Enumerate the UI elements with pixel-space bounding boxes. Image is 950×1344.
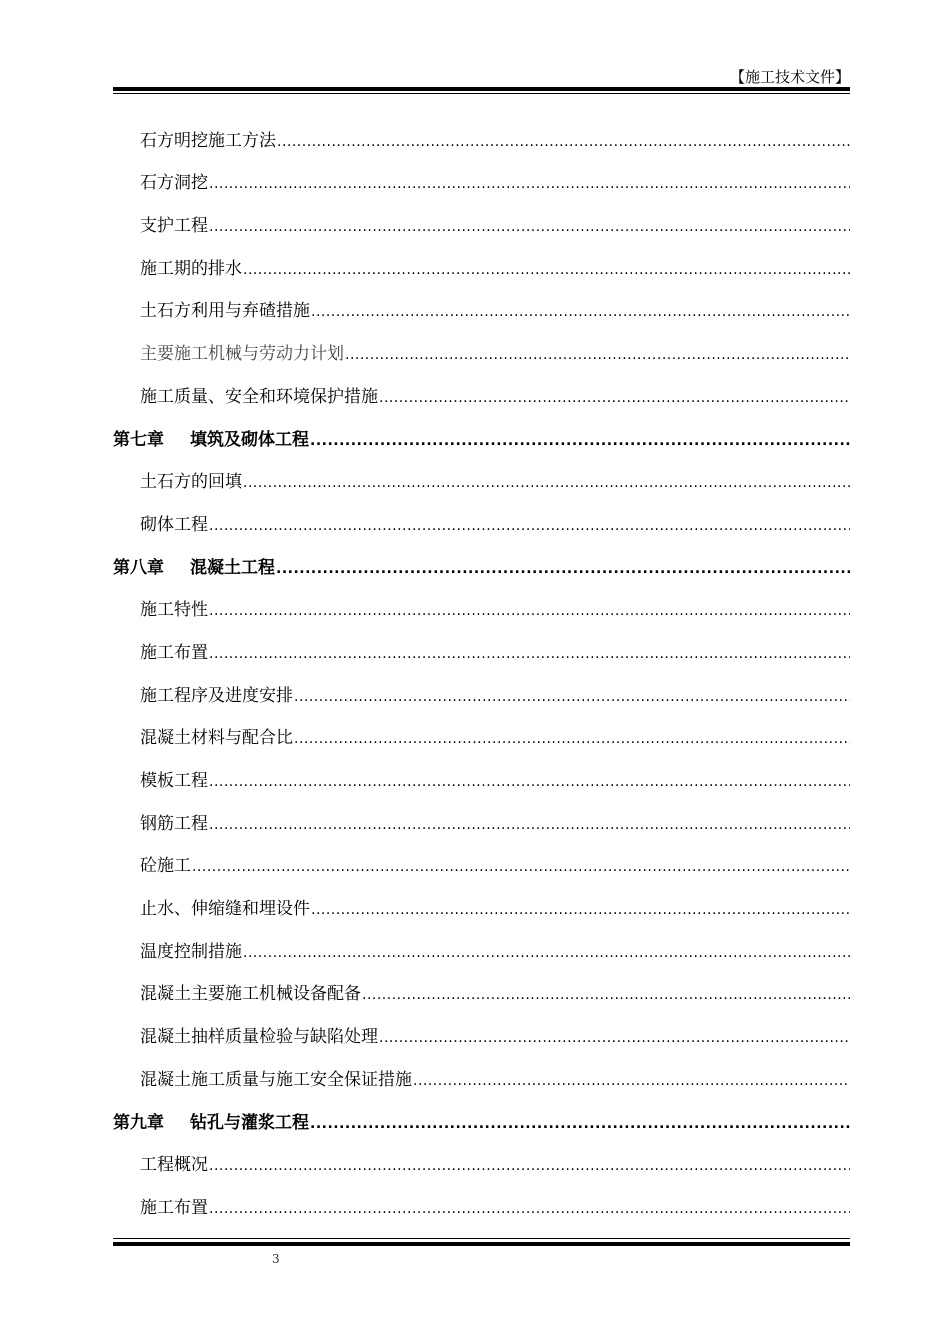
toc-leader-dots xyxy=(311,899,850,921)
toc-section-title: 砌体工程 xyxy=(140,514,208,535)
toc-leader-dots xyxy=(243,942,850,964)
toc-section-entry[interactable] xyxy=(113,878,850,921)
toc-section-entry[interactable] xyxy=(113,921,850,964)
toc-chapter-title: 混凝土工程 xyxy=(190,557,275,578)
toc-section-entry[interactable] xyxy=(113,793,850,836)
toc-leader-dots xyxy=(294,686,850,708)
header-rule-thin xyxy=(113,93,850,94)
toc-chapter-number: 第七章 xyxy=(113,429,164,450)
toc-section-entry[interactable] xyxy=(113,323,850,366)
toc-leader-dots xyxy=(209,173,850,195)
toc-leader-dots xyxy=(345,344,850,366)
toc-leader-dots xyxy=(209,1198,850,1220)
toc-leader-dots xyxy=(294,728,850,750)
toc-section-entry[interactable] xyxy=(113,195,850,238)
toc-leader-dots xyxy=(209,771,850,793)
toc-chapter-entry[interactable] xyxy=(113,409,850,452)
toc-section-entry[interactable] xyxy=(113,750,850,793)
toc-chapter-number: 第八章 xyxy=(113,557,164,578)
toc-section-title: 土石方的回填 xyxy=(140,472,242,493)
toc-section-entry[interactable] xyxy=(113,281,850,324)
toc-chapter-number: 第九章 xyxy=(113,1112,164,1133)
toc-chapter-title: 钻孔与灌浆工程 xyxy=(190,1112,309,1133)
toc-section-entry[interactable] xyxy=(113,494,850,537)
toc-leader-dots xyxy=(209,600,850,622)
toc-section-title: 石方明挖施工方法 xyxy=(140,130,276,151)
toc-leader-dots xyxy=(209,814,850,836)
toc-section-title: 支护工程 xyxy=(140,216,208,237)
toc-leader-dots xyxy=(209,1155,850,1177)
toc-section-title: 砼施工 xyxy=(140,856,191,877)
toc-section-entry[interactable] xyxy=(113,1049,850,1092)
toc-section-entry[interactable] xyxy=(113,153,850,196)
toc-section-title: 止水、伸缩缝和埋设件 xyxy=(140,899,310,920)
toc-leader-dots xyxy=(379,1027,850,1049)
toc-section-entry[interactable] xyxy=(113,708,850,751)
toc-section-entry[interactable] xyxy=(113,452,850,495)
toc-section-entry[interactable] xyxy=(113,1006,850,1049)
toc-leader-dots xyxy=(277,131,850,153)
toc-section-entry[interactable] xyxy=(113,238,850,281)
toc-section-title: 石方洞挖 xyxy=(140,173,208,194)
toc-leader-dots xyxy=(209,216,850,238)
toc-section-title: 施工布置 xyxy=(140,1197,208,1218)
toc-section-entry[interactable] xyxy=(113,836,850,879)
toc-chapter-entry[interactable] xyxy=(113,537,850,580)
toc-section-entry[interactable] xyxy=(113,580,850,623)
toc-section-entry[interactable] xyxy=(113,1177,850,1220)
header-rule-thick xyxy=(113,87,850,91)
toc-leader-dots xyxy=(413,1070,850,1092)
toc-section-title: 施工期的排水 xyxy=(140,258,242,279)
toc-section-title: 施工程序及进度安排 xyxy=(140,685,293,706)
toc-leader-dots xyxy=(310,1113,850,1135)
page-number: 3 xyxy=(272,1252,280,1266)
toc-section-entry[interactable] xyxy=(113,622,850,665)
toc-section-title: 混凝土材料与配合比 xyxy=(140,728,293,749)
toc-section-title: 混凝土抽样质量检验与缺陷处理 xyxy=(140,1027,378,1048)
toc-leader-dots xyxy=(209,515,850,537)
toc-leader-dots xyxy=(209,643,850,665)
toc-section-title: 施工特性 xyxy=(140,600,208,621)
toc-section-entry[interactable] xyxy=(113,964,850,1007)
toc-section-entry[interactable] xyxy=(113,110,850,153)
toc-chapter-entry[interactable] xyxy=(113,1092,850,1135)
toc-section-title: 钢筋工程 xyxy=(140,813,208,834)
footer-rule-thick xyxy=(113,1242,850,1246)
header-title: 【施工技术文件】 xyxy=(729,68,850,86)
toc-section-title: 工程概况 xyxy=(140,1155,208,1176)
toc-section-title: 施工质量、安全和环境保护措施 xyxy=(140,386,378,407)
toc-leader-dots xyxy=(243,472,850,494)
toc-section-entry[interactable] xyxy=(113,665,850,708)
toc-leader-dots xyxy=(311,301,850,323)
toc-leader-dots xyxy=(243,259,850,281)
toc-leader-dots xyxy=(379,387,850,409)
toc-chapter-title: 填筑及砌体工程 xyxy=(190,429,309,450)
toc-section-entry[interactable] xyxy=(113,366,850,409)
toc-section-title: 土石方利用与弃碴措施 xyxy=(140,301,310,322)
toc-leader-dots xyxy=(362,984,850,1006)
toc-leader-dots xyxy=(310,430,850,452)
toc-section-title: 主要施工机械与劳动力计划 xyxy=(140,344,344,365)
footer-rule-thin xyxy=(113,1238,850,1239)
table-of-contents xyxy=(113,110,850,1220)
toc-section-title: 模板工程 xyxy=(140,771,208,791)
toc-section-title: 温度控制措施 xyxy=(140,941,242,962)
toc-leader-dots xyxy=(276,558,850,580)
toc-section-title: 混凝土主要施工机械设备配备 xyxy=(140,984,361,1005)
toc-section-title: 混凝土施工质量与施工安全保证措施 xyxy=(140,1069,412,1090)
toc-section-title: 施工布置 xyxy=(140,642,208,663)
toc-section-entry[interactable] xyxy=(113,1135,850,1178)
toc-leader-dots xyxy=(192,856,850,878)
